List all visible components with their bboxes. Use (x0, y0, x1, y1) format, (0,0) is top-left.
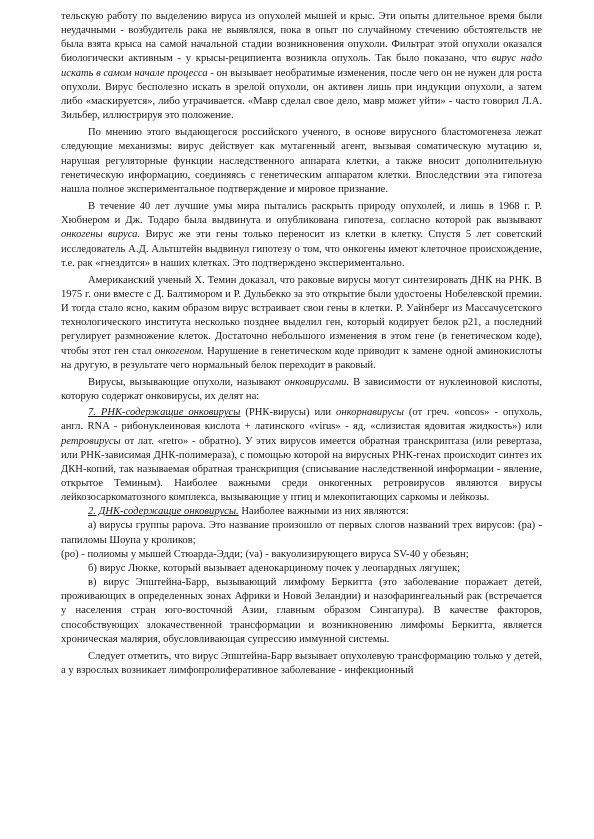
paragraph (61, 548, 542, 562)
paragraph (61, 200, 542, 271)
paragraph (61, 576, 542, 647)
text-run: Вирус же эти гены только переносит из клетки в клетку. Спустя 5 лет советский исследователь А.Д. Альтштейн выдвинул гипотезу о том, что онкогены имеют клеточное происхождение, т.е. рак «гнездится» в наших клетках. Это подтверждено экспериментально. (61, 229, 542, 269)
text-run: Нарушение в генетическом коде приводит к замене одной аминокислоты на другую, в результате чего нормальный белок переходит в раковый. (61, 345, 542, 371)
paragraph (61, 406, 542, 505)
text-run: в) вирус Эпштейна-Барр, вызывающий лимфому Беркитта (это заболевание поражает детей, проживающих в определенных зонах Африки и Новой Зеландии) и назофарингеальный рак (встречается у населения стран юго-восточной Азии, главным образом Сингапура). В качестве факторов, способствующих злокачественной трансформации и возникновению лимфомы Беркитта, является хроническая малярия, обусловливающая супрессию иммунной системы. (61, 577, 542, 645)
paragraph (61, 126, 542, 197)
emphasis-text: онкогеном. (154, 345, 204, 357)
text-run: В зависимости от нуклеиновой кислоты, которую содержат онковирусы, их делят на: (61, 376, 543, 403)
emphasis-text: ретровирусы (61, 435, 121, 447)
text-run: от лат. «retro» - обратно). У этих вирусов имеется обратная транскриптаза (или ревертаза, или РНК-зависимая ДНК-полимераза), с помощью которой на вирусных РНК-генах происходит синтез их ДКН-копий, так называемая обратная транскрипция (списывание наследственной информации - явление, открытое Теминым). Наиболее важными среди онкогенных ретровирусов являются вирусы лейкозосаркоматозного комплекса, вызывающие у птиц и млекопитающих саркомы и лейкозы. (61, 435, 542, 504)
paragraph (61, 650, 542, 678)
text-run: (po) - полиомы у мышей Стюарда-Эдди; (va) - вакуолизирующего вируса SV-40 у обезьян; (61, 548, 469, 560)
paragraph (61, 10, 542, 123)
paragraph (61, 376, 542, 404)
emphasis-text: онкорнавирусы (336, 407, 404, 419)
section-heading: 2. ДНК-содержащие онковирусы. (88, 506, 239, 518)
text-run: тельскую работу по выделению вируса из опухолей мышей и крыс. Эти опыты длительное время были неудачными - возбудитель рака не выявлялся, пока в опыт по случайному стечению обстоятельств не была взята крыса на самой начальной стадии возникновения опухоли. Фильтрат этой опухоли оказался биологически активным - у крысы-реципиента возникла опухоль. Так было показано, что (61, 11, 542, 65)
text-run: Наиболее важными из них являются: (238, 506, 409, 518)
text-run: Вирусы, вызывающие опухоли, называют (88, 376, 285, 388)
section-heading: 7. РНК-содержащие онковирусы (88, 407, 241, 419)
document-body (61, 10, 542, 678)
emphasis-text: вирус надо искать в самом начале процесса (61, 53, 542, 79)
text-run: б) вирус Люкке, который вызывает аденокарциному почек у леопардных лягушек; (88, 562, 461, 574)
paragraph (61, 562, 542, 576)
text-run: - он вызывает необратимые изменения, после чего он не нужен для роста опухоли. Вирус бесполезно искать в зрелой опухоли, он активен лишь при индукции опухоли, а затем либо «маскируется», либо утрачивается. «Мавр сделал свое дело, мавр может уйти» - часто говорил Л.А. Зильбер, иллюстрируя это положение. (61, 67, 542, 122)
text-run: (РНК-вирусы) или (240, 407, 337, 419)
text-run: По мнению этого выдающегося российского ученого, в основе вирусного бластомогенеза лежат следующие механизмы: вирус действует как мутагенный агент, вызывая соматическую мутацию и, нарушая регуляторные функции наследственного аппарата клетки, а также вносит дополнительную генетическую информацию, соединяясь с генетическим аппаратом клетки. Впоследствии эта гипотеза нашла полное экспериментальное подтверждение и мировое признание. (61, 127, 542, 195)
emphasis-text: онковирусами. (284, 376, 350, 388)
paragraph (61, 505, 542, 519)
paragraph (61, 519, 542, 547)
text-run: Американский ученый Х. Темин доказал, что раковые вирусы могут синтезировать ДНК на РНК. В 1975 г. они вместе с Д. Балтимором и Р. Дульбекко за это открытие были удостоены Нобелевской премии. И тогда стало ясно, каким образом вирус встраивает свои гены в клетки. Р. Уайнберг из Массачусетского технологического института несколько позднее выделил ген, который кодирует белок p21, а последний регулирует размножение клеток. Достаточно небольшого изменения в этом гене (в генетическом коде), чтобы этот ген стал (61, 274, 542, 357)
paragraph (61, 274, 542, 373)
text-run: (от греч. «oncos» - опухоль, англ. RNA - рибонуклеиновая кислота + латинского «virus» - яд, «слизистая ядовитая жидкость») или (61, 407, 542, 433)
emphasis-text: онкогены вируса. (61, 229, 141, 241)
text-run: Следует отметить, что вирус Эпштейна-Барр вызывает опухолевую трансформацию только у детей, а у взрослых возникает лимфопролиферативное заболевание - инфекционный (61, 650, 542, 677)
text-run: В течение 40 лет лучшие умы мира пытались раскрыть природу опухолей, и лишь в 1968 г. Р. Хюбнером и Дж. Тодаро была выдвинута и опубликована гипотеза, согласно которой рак вызывают (61, 201, 542, 227)
text-run: а) вирусы группы papova. Это название произошло от первых слогов названий трех вирусов: (pa) - папиломы Шоупа у кроликов; (61, 520, 542, 546)
